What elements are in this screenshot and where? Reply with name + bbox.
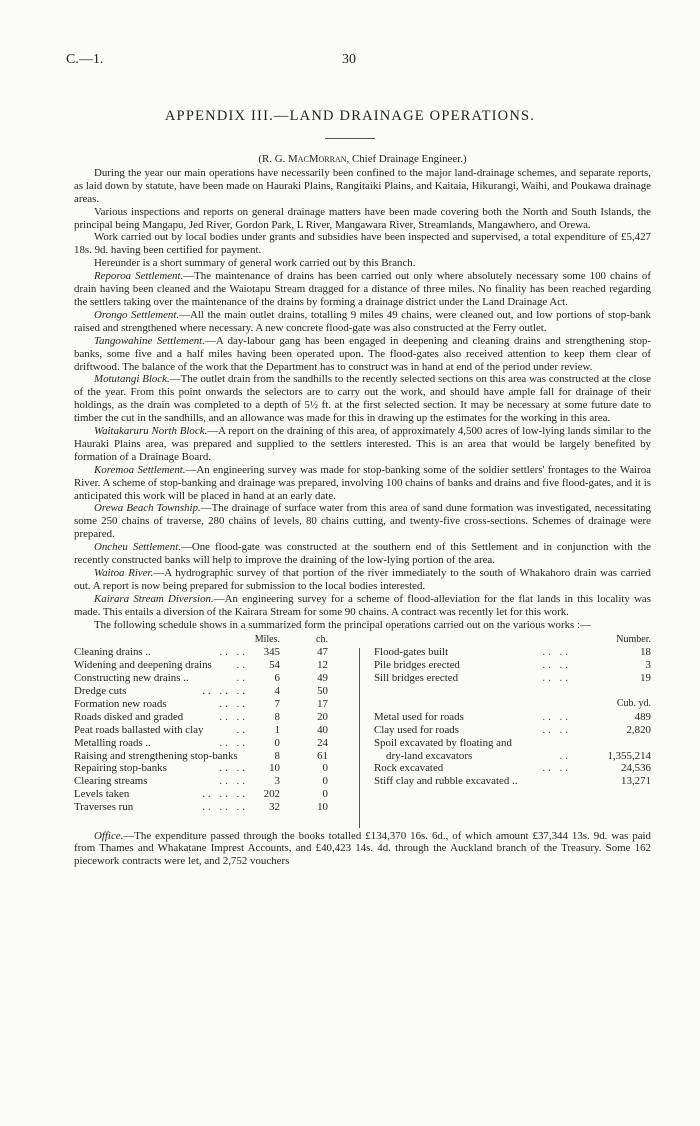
schedule-row — [374, 750, 651, 763]
leader-dots: .. .. .. — [202, 801, 248, 814]
chains-value: 0 — [322, 788, 328, 801]
leader-dots: .. .. — [542, 762, 571, 775]
miles-value: 6 — [274, 672, 280, 685]
paragraph-orongo — [74, 309, 651, 335]
heading-waitakaruru: Waitakaruru North Block. — [94, 425, 208, 438]
leader-dots: .. — [236, 672, 248, 685]
leader-dots: .. .. — [542, 672, 571, 685]
miles-value: 8 — [274, 710, 280, 723]
leader-dots: .. — [236, 723, 248, 736]
text-office: —The expenditure passed through the books totalled £134,370 16s. 6d., of which amount £37,344 13s. 9d. was paid from Thames and Whakatane Imprest Accounts, and £40,423 14s. 4d. through the Auckland branch of the Treasury. Some 162 piecework contracts were let, and 2,752 vouchers — [74, 829, 651, 868]
schedule-row — [74, 737, 328, 750]
paragraph-waitakaruru — [74, 425, 651, 464]
miles-value: 202 — [263, 788, 280, 801]
quantity-value: 1,355,214 — [607, 749, 651, 762]
schedule-left-header — [74, 634, 328, 647]
schedule-item-label: Constructing new drains .. — [74, 672, 189, 685]
heading-office: Office. — [94, 829, 124, 842]
schedule-row — [374, 711, 651, 724]
schedule-item-label: Spoil excavated by floating and — [374, 736, 512, 749]
schedule-item-label: Metalling roads .. — [74, 736, 151, 749]
leader-dots: .. .. .. — [202, 685, 248, 698]
schedule-item-label: Pile bridges erected — [374, 659, 460, 672]
schedule-item-label: Cleaning drains .. — [74, 646, 151, 659]
schedule-row — [74, 698, 328, 711]
heading-kairara: Kairara Stream Diversion. — [94, 592, 214, 605]
schedule-item-label: Clearing streams — [74, 775, 148, 788]
schedule-row — [374, 762, 651, 775]
paragraph-kairara — [74, 593, 651, 619]
quantity-value: 18 — [640, 646, 651, 659]
schedule-right-column — [374, 634, 651, 789]
leader-dots: .. .. — [542, 646, 571, 659]
paragraph-koremoa — [74, 464, 651, 503]
cubic-yards-header: Cub. yd. — [616, 697, 651, 709]
chains-value: 49 — [317, 672, 328, 685]
miles-value: 4 — [274, 685, 280, 698]
byline — [74, 153, 651, 166]
chains-value: 24 — [317, 736, 328, 749]
schedule-item-label: Widening and deepening drains — [74, 659, 212, 672]
leader-dots: .. .. — [219, 762, 248, 775]
heading-waitoa: Waitoa River. — [94, 567, 154, 579]
schedule-row — [374, 646, 651, 659]
document-body — [74, 153, 651, 868]
quantity-value: 13,271 — [621, 775, 651, 788]
paragraph-schedule-intro: The following schedule shows in a summarized form the principal operations carried out on the various works :— — [94, 618, 591, 631]
text-waitoa: —A hydrographic survey of that portion of the river immediately to the south of Whakahoro drain was carried out. A report is now being prepared for submission to the local bodies interested. — [74, 567, 651, 592]
schedule-item-label: Repairing stop-banks — [74, 762, 167, 775]
leader-dots: .. .. — [219, 710, 248, 723]
leader-dots: .. .. — [542, 723, 571, 736]
schedule-row — [374, 659, 651, 672]
schedule-row — [74, 788, 328, 801]
byline-open: (R. G. — [258, 153, 289, 165]
leader-dots: .. .. — [542, 710, 571, 723]
chains-value: 50 — [317, 685, 328, 698]
chains-value: 40 — [317, 723, 328, 736]
paragraph-main-operations: During the year our main operations have necessarily been confined to the major land-drainage schemes, and separate reports, as laid down by statute, have been made on Hauraki Plains, Rangitaiki Plains, and Kaitaia, Hikurangi, Waihi, and Poukawa drainage areas. — [74, 166, 651, 205]
paragraph-inspections: Various inspections and reports on general drainage matters have been made covering both the North and South Islands, the principal being Mangapu, Jed River, Gordon Park, L River, Mangawara River, Streamlands, Mangawhero, and Orewa. — [74, 205, 651, 231]
schedule-item-label: Dredge cuts — [74, 685, 127, 698]
text-motutangi: —The outlet drain from the sandhills to the recently selected sections on this area was constructed at the close of the year. From this point onwards the selectors are to carry out the work, and should have ample fall for drainage of their holdings, as the drain was completed to a depth of 5½ ft. at the first selected section. It may be necessary at some future date to timber the cut in the sandhills, and an allowance was made for this in drawing up the estimates for the working in this area. — [74, 373, 652, 425]
chains-value: 61 — [317, 749, 328, 762]
schedule-spacer — [374, 685, 651, 698]
chains-value: 20 — [317, 710, 328, 723]
text-kairara: —An engineering survey for a scheme of flood-alleviation for the flat lands in this locality was made. This entails a diversion of the Kairara Stream for some 90 chains. A contract was recently let for this work. — [74, 592, 651, 618]
schedule-row — [74, 672, 328, 685]
schedule-item-label: Formation new roads — [74, 697, 167, 710]
text-tangowahine: —A day-labour gang has been engaged in deepening and cleaning drains and strengthening stop-banks, some five and a half miles having been operated upon. The flood-gates also received attention to keep them clear of driftwood. The balance of the work that the Department has to construct was in hand at end of the period under review. — [74, 334, 651, 373]
schedule-item-label: dry-land excavators — [386, 749, 473, 762]
leader-dots: .. — [559, 749, 571, 762]
author-name: MacMorran — [288, 153, 347, 165]
miles-value: 0 — [274, 736, 280, 749]
schedule-item-label: Peat roads ballasted with clay — [74, 723, 204, 736]
heading-oncheu: Oncheu Settlement. — [94, 541, 181, 554]
text-oncheu: —One flood-gate was constructed at the southern end of this Settlement and in conjunction with the recently constructed banks will help to improve the draining of the low-lying portion of the area. — [74, 541, 651, 567]
quantity-value: 489 — [634, 710, 651, 723]
text-reporoa: —The maintenance of drains has been carried out only where absolutely necessary some 100 chains of drain having been cleaned and the Waiotapu Stream dragged for a distance of three miles. No finality has been reached regarding the settlers taking over the maintenance of the drains by forming a drainage district under the Land Drainage Act. — [74, 270, 651, 308]
paragraph-orewa — [74, 502, 651, 541]
paragraph-summary-intro: Hereunder is a short summary of general work carried out by this Branch. — [94, 257, 416, 270]
quantity-value: 2,820 — [626, 723, 651, 736]
quantity-value: 3 — [645, 659, 651, 672]
schedule-row — [74, 762, 328, 775]
leader-dots: .. .. — [219, 646, 248, 659]
schedule-divider — [359, 648, 360, 828]
schedule-row — [74, 685, 328, 698]
schedule-row — [74, 775, 328, 788]
chains-value: 12 — [317, 659, 328, 672]
text-koremoa: —An engineering survey was made for stop-banking some of the soldier settlers' frontages to the Wairoa River. A scheme of stop-banking and drainage was prepared, involving 100 chains of banks and drains and five flood-gates, and it is anticipated this work will be placed in hand at an early date. — [74, 463, 651, 502]
miles-value: 345 — [263, 646, 280, 659]
schedule-row — [374, 672, 651, 685]
paragraph-motutangi — [74, 373, 651, 425]
miles-header: Miles. — [254, 633, 280, 645]
quantity-value: 24,536 — [621, 762, 651, 775]
schedule-row — [74, 724, 328, 737]
schedule-item-label: Raising and strengthening stop-banks — [74, 749, 238, 762]
byline-rest: , Chief Drainage Engineer.) — [346, 153, 467, 165]
chains-value: 47 — [317, 646, 328, 659]
schedule-row — [74, 750, 328, 763]
appendix-title: APPENDIX III.—LAND DRAINAGE OPERATIONS. — [164, 108, 536, 124]
schedule-row — [374, 737, 651, 750]
schedule-item-label: Traverses run — [74, 801, 134, 814]
schedule-item-label: Metal used for roads — [374, 710, 464, 723]
schedule-item-label: Roads disked and graded — [74, 710, 184, 723]
leader-dots: .. — [236, 659, 248, 672]
miles-value: 8 — [274, 749, 280, 762]
miles-value: 10 — [269, 762, 280, 775]
miles-value: 32 — [269, 801, 280, 814]
chains-value: 0 — [322, 775, 328, 788]
miles-value: 7 — [274, 697, 280, 710]
schedule-item-label: Flood-gates built — [374, 646, 449, 659]
leader-dots: .. .. — [542, 659, 571, 672]
schedule-item-label: Rock excavated — [374, 762, 444, 775]
operations-schedule — [74, 634, 651, 830]
page-header — [66, 52, 632, 72]
chains-value: 17 — [317, 697, 328, 710]
paragraph-waitoa — [74, 567, 651, 593]
schedule-right-header — [374, 634, 651, 647]
text-waitakaruru: —A report on the draining of this area, of approximately 4,500 acres of low-lying lands similar to the Hauraki Plains area, was prepared and supplied to the settlers interested. This is an area that would be largely benefited by formation of a Drainage Board. — [74, 425, 651, 463]
schedule-item-label: Stiff clay and rubble excavated .. — [374, 775, 518, 788]
text-orongo: —All the main outlet drains, totalling 9 miles 49 chains, were cleaned out, and low portions of stop-bank raised and strengthened where necessary. A new concrete flood-gate was also constructed at the Ferry outlet. — [74, 308, 651, 334]
miles-value: 3 — [274, 775, 280, 788]
text-orewa: —The drainage of surface water from this area of sand dune formation was investigated, necessitating some 250 chains of traverse, 280 chains of levels, 80 chains cutting, and twenty-five cross-sections. Schemes of drainage were prepared. — [74, 502, 651, 541]
paragraph-oncheu — [74, 541, 651, 567]
schedule-row — [74, 659, 328, 672]
page-number: 30 — [342, 52, 356, 67]
paragraph-tangowahine — [74, 335, 651, 374]
schedule-left-column — [74, 634, 328, 814]
document-reference: C.—1. — [66, 52, 104, 67]
heading-orongo: Orongo Settlement. — [94, 308, 180, 321]
schedule-cubyd-header — [374, 698, 651, 711]
schedule-item-label: Clay used for roads — [374, 723, 459, 736]
schedule-row — [374, 775, 651, 788]
schedule-row — [74, 646, 328, 659]
heading-tangowahine: Tangowahine Settlement. — [94, 334, 205, 347]
miles-value: 54 — [269, 659, 280, 672]
paragraph-local-bodies: Work carried out by local bodies under grants and subsidies have been inspected and supervised, a total expenditure of £5,427 18s. 9d. having been certified for payment. — [74, 231, 651, 257]
schedule-item-label: Levels taken — [74, 788, 130, 801]
leader-dots: .. .. — [219, 697, 248, 710]
number-header: Number. — [616, 633, 651, 645]
paragraph-office — [74, 830, 651, 869]
title-rule — [325, 138, 375, 139]
schedule-row — [74, 801, 328, 814]
paragraph-reporoa — [74, 270, 651, 309]
leader-dots: .. .. — [219, 775, 248, 788]
schedule-row — [374, 724, 651, 737]
heading-reporoa: Reporoa Settlement. — [94, 270, 184, 283]
miles-value: 1 — [274, 723, 280, 736]
heading-koremoa: Koremoa Settlement. — [94, 463, 186, 476]
heading-motutangi: Motutangi Block. — [94, 373, 170, 386]
leader-dots: .. .. — [219, 736, 248, 749]
schedule-item-label: Sill bridges erected — [374, 672, 459, 685]
chains-header: ch. — [316, 633, 328, 645]
chains-value: 10 — [317, 801, 328, 814]
chains-value: 0 — [322, 762, 328, 775]
leader-dots: .. .. .. — [202, 788, 248, 801]
schedule-row — [74, 711, 328, 724]
quantity-value: 19 — [640, 672, 651, 685]
heading-orewa: Orewa Beach Township. — [94, 502, 201, 515]
